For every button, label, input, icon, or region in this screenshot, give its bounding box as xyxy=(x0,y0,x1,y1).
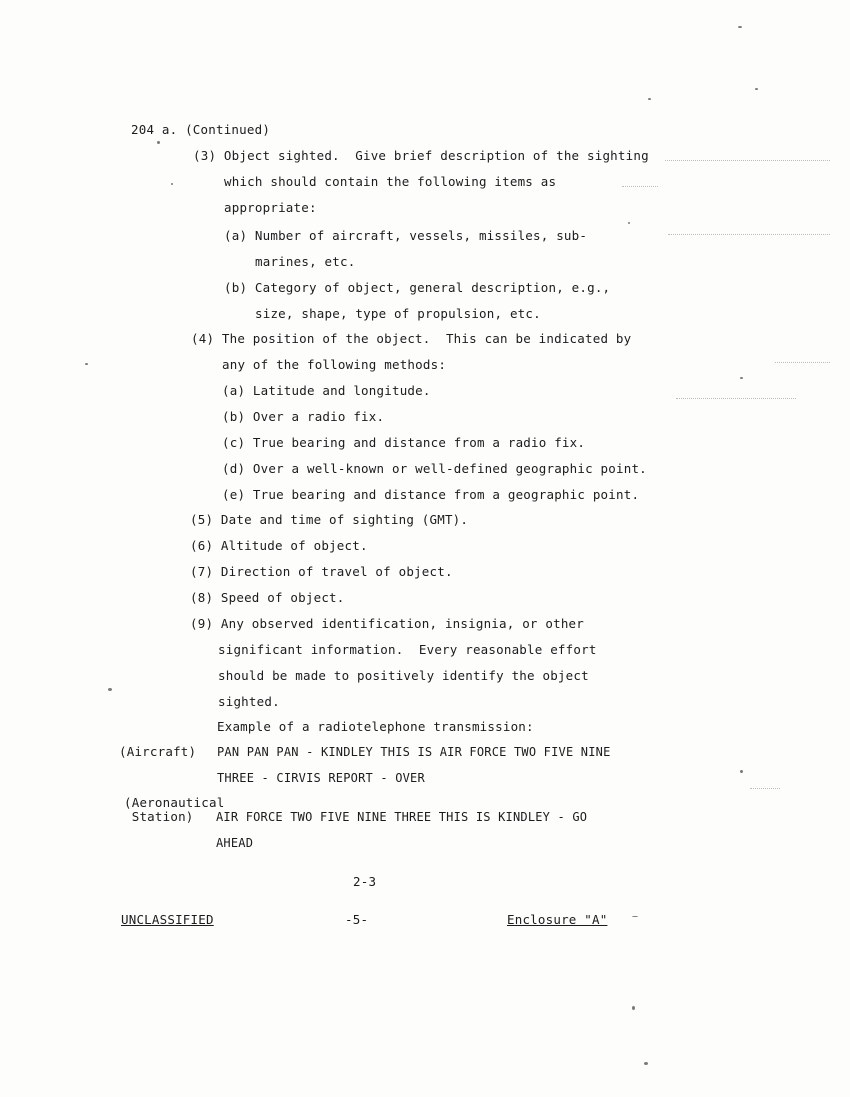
item-4d: (d) Over a well-known or well-defined geographic point. xyxy=(222,461,647,476)
scan-speck xyxy=(755,88,758,90)
item-9-line-2: significant information. Every reasonable effort xyxy=(218,642,597,657)
scan-artifact-line xyxy=(622,186,658,187)
item-4b: (b) Over a radio fix. xyxy=(222,409,385,424)
item-5: (5) Date and time of sighting (GMT). xyxy=(190,512,469,527)
item-3a-line-2: marines, etc. xyxy=(255,254,356,269)
scan-speck xyxy=(740,770,743,773)
item-9-line-1: (9) Any observed identification, insignia, or other xyxy=(190,616,585,631)
station-label-line-1: (Aeronautical xyxy=(124,795,225,810)
aircraft-transmission-line-1: PAN PAN PAN - KINDLEY THIS IS AIR FORCE TWO FIVE NINE xyxy=(217,745,611,759)
item-9-line-4: sighted. xyxy=(218,694,280,709)
item-9-line-3: should be made to positively identify the object xyxy=(218,668,589,683)
scan-speck xyxy=(85,363,88,365)
station-transmission-line-2: AHEAD xyxy=(216,836,254,850)
scan-speck xyxy=(644,1062,648,1065)
scan-artifact-line xyxy=(775,362,830,363)
scan-speck xyxy=(632,1006,635,1010)
scan-artifact-line xyxy=(668,234,830,235)
item-3-line-2: which should contain the following items as xyxy=(224,174,557,189)
scan-speck xyxy=(628,222,630,224)
scan-speck xyxy=(157,141,160,144)
aircraft-label: (Aircraft) xyxy=(119,744,197,759)
item-4c: (c) True bearing and distance from a radio fix. xyxy=(222,435,586,450)
scan-speck xyxy=(740,377,743,379)
station-label-line-2: Station) xyxy=(124,809,194,824)
item-4a: (a) Latitude and longitude. xyxy=(222,383,431,398)
item-3a-line-1: (a) Number of aircraft, vessels, missiles, sub- xyxy=(224,228,588,243)
section-marker: 204 a. (Continued) xyxy=(131,122,271,137)
classification-marking: UNCLASSIFIED xyxy=(121,912,214,927)
item-3-line-1: (3) Object sighted. Give brief description of the sighting xyxy=(193,148,649,163)
item-3b-line-2: size, shape, type of propulsion, etc. xyxy=(255,306,541,321)
scan-speck xyxy=(738,26,742,28)
scan-artifact-line xyxy=(665,160,830,161)
scan-speck xyxy=(171,183,173,185)
scan-speck xyxy=(648,98,651,100)
scan-artifact-line xyxy=(750,788,780,789)
item-6: (6) Altitude of object. xyxy=(190,538,368,553)
scan-speck xyxy=(632,916,638,917)
aircraft-transmission-line-2: THREE - CIRVIS REPORT - OVER xyxy=(217,771,425,785)
scan-speck xyxy=(108,688,112,691)
item-4-line-2: any of the following methods: xyxy=(222,357,447,372)
item-4-line-1: (4) The position of the object. This can be indicated by xyxy=(191,331,632,346)
item-3b-line-1: (b) Category of object, general description, e.g., xyxy=(224,280,611,295)
item-7: (7) Direction of travel of object. xyxy=(190,564,453,579)
item-8: (8) Speed of object. xyxy=(190,590,345,605)
item-3-line-3: appropriate: xyxy=(224,200,317,215)
item-4e: (e) True bearing and distance from a geographic point. xyxy=(222,487,640,502)
enclosure-label: Enclosure "A" xyxy=(507,912,608,927)
example-heading: Example of a radiotelephone transmission: xyxy=(217,719,534,734)
scan-artifact-line xyxy=(676,398,796,399)
inner-page-number: 2-3 xyxy=(353,874,377,889)
page-number: -5- xyxy=(345,912,369,927)
station-transmission-line-1: AIR FORCE TWO FIVE NINE THREE THIS IS KINDLEY - GO xyxy=(216,810,588,824)
